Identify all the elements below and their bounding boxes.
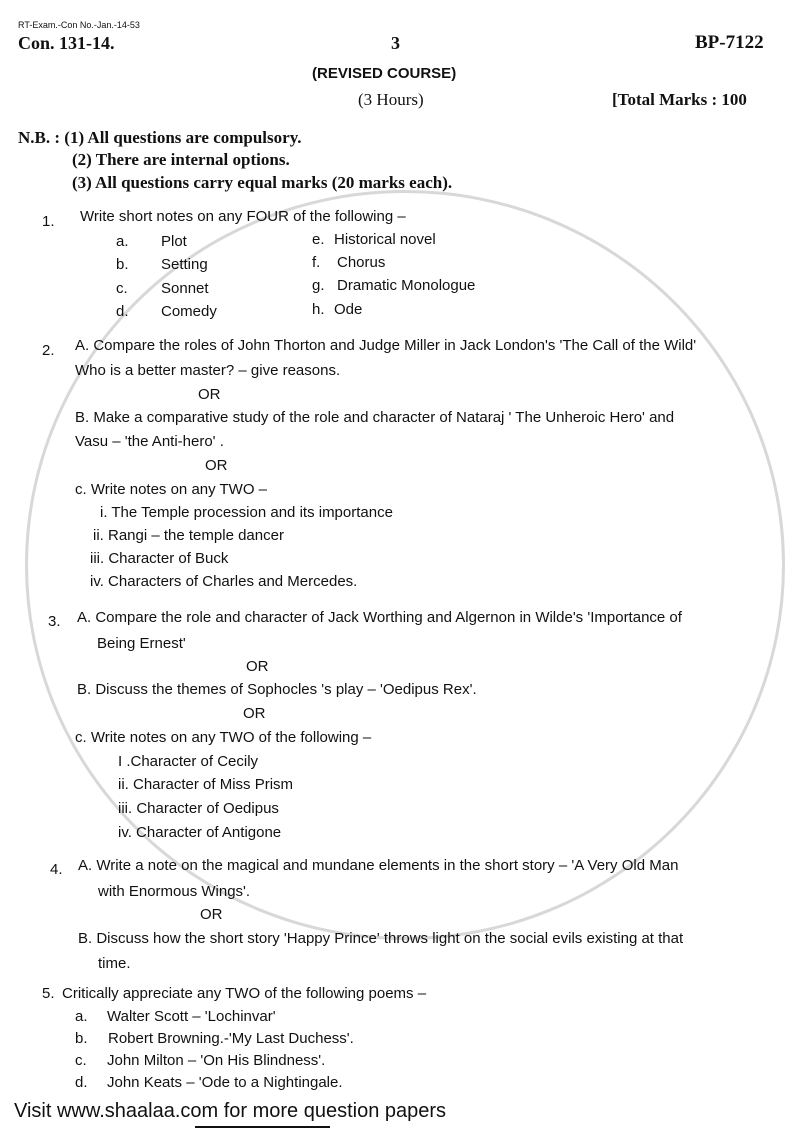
option-label: d. (116, 303, 129, 320)
q3-or: OR (243, 705, 266, 722)
q2-or: OR (205, 457, 228, 474)
exam-code: RT-Exam.-Con No.-Jan.-14-53 (18, 20, 140, 30)
q4-a: A. Write a note on the magical and mundane elements in the short story – 'A Very Old Man (78, 857, 679, 874)
poem-label: b. (75, 1030, 88, 1047)
con-number: Con. 131-14. (18, 33, 115, 53)
option-label: a. (116, 233, 129, 250)
q3-c: c. Write notes on any TWO of the following – (75, 729, 372, 746)
q3-c-item: I .Character of Cecily (118, 753, 259, 770)
option-label: e. (312, 231, 325, 248)
q2-c-item: iii. Character of Buck (90, 550, 229, 567)
q2-a-cont: Who is a better master? – give reasons. (75, 362, 341, 379)
poem-text: John Milton – 'On His Blindness'. (107, 1052, 326, 1069)
poem-label: a. (75, 1008, 88, 1025)
nb-3: (3) All questions carry equal marks (20 marks each). (72, 173, 453, 192)
option-text: Comedy (161, 303, 217, 320)
end-divider (195, 1126, 330, 1128)
option-label: f. (312, 254, 321, 271)
nb-2: (2) There are internal options. (72, 150, 290, 169)
poem-label: c. (75, 1052, 87, 1069)
q2-b: B. Make a comparative study of the role and character of Nataraj ' The Unheroic Hero' and (75, 409, 675, 426)
poem-text: John Keats – 'Ode to a Nightingale. (107, 1074, 343, 1091)
q3-c-item: iv. Character of Antigone (118, 824, 282, 841)
option-text: Plot (161, 233, 187, 250)
option-text: Sonnet (161, 280, 209, 297)
q3-b: B. Discuss the themes of Sophocles 's play – 'Oedipus Rex'. (77, 681, 477, 698)
q3-c-item: iii. Character of Oedipus (118, 800, 279, 817)
option-text: Dramatic Monologue (337, 277, 476, 294)
q3-c-item: ii. Character of Miss Prism (118, 776, 294, 793)
q5-number: 5. (42, 985, 55, 1002)
poem-text: Robert Browning.-'My Last Duchess'. (108, 1030, 354, 1047)
q3-a-cont: Being Ernest' (97, 635, 186, 652)
poem-text: Walter Scott – 'Lochinvar' (107, 1008, 276, 1025)
q2-a: A. Compare the roles of John Thorton and Judge Miller in Jack London's 'The Call of the Wild' (75, 337, 697, 354)
q2-c-item: i. The Temple procession and its importance (100, 504, 393, 521)
option-label: c. (116, 280, 128, 297)
total-marks: [Total Marks : 100 (612, 90, 747, 109)
nb-1: N.B. : (1) All questions are compulsory. (18, 128, 302, 147)
option-label: b. (116, 256, 129, 273)
q3-number: 3. (48, 613, 61, 630)
q2-c-item: ii. Rangi – the temple dancer (93, 527, 284, 544)
poem-label: d. (75, 1074, 88, 1091)
page-number: 3 (391, 33, 400, 53)
option-text: Chorus (337, 254, 386, 271)
q2-c: c. Write notes on any TWO – (75, 481, 268, 498)
q4-or: OR (200, 906, 223, 923)
duration: (3 Hours) (358, 90, 424, 109)
q5-text: Critically appreciate any TWO of the following poems – (62, 985, 427, 1002)
option-text: Setting (161, 256, 208, 273)
q1-number: 1. (42, 213, 55, 230)
footer-link[interactable]: Visit www.shaalaa.com for more question papers (14, 1100, 447, 1122)
option-label: g. (312, 277, 325, 294)
q4-number: 4. (50, 861, 63, 878)
q1-text: Write short notes on any FOUR of the following – (80, 208, 406, 225)
course: (REVISED COURSE) (312, 65, 457, 82)
q4-b-cont: time. (98, 955, 131, 972)
q3-a: A. Compare the role and character of Jack Worthing and Algernon in Wilde's 'Importance of (77, 609, 682, 626)
q2-b-cont: Vasu – 'the Anti-hero' . (75, 433, 224, 450)
q2-c-item: iv. Characters of Charles and Mercedes. (90, 573, 358, 590)
option-text: Ode (334, 301, 363, 318)
q2-number: 2. (42, 342, 55, 359)
q2-or: OR (198, 386, 221, 403)
q4-b: B. Discuss how the short story 'Happy Prince' throws light on the social evils existing at that (78, 930, 684, 947)
paper-code: BP-7122 (695, 32, 764, 53)
option-text: Historical novel (334, 231, 436, 248)
option-label: h. (312, 301, 325, 318)
q4-a-cont: with Enormous Wings'. (98, 883, 251, 900)
q3-or: OR (246, 658, 269, 675)
